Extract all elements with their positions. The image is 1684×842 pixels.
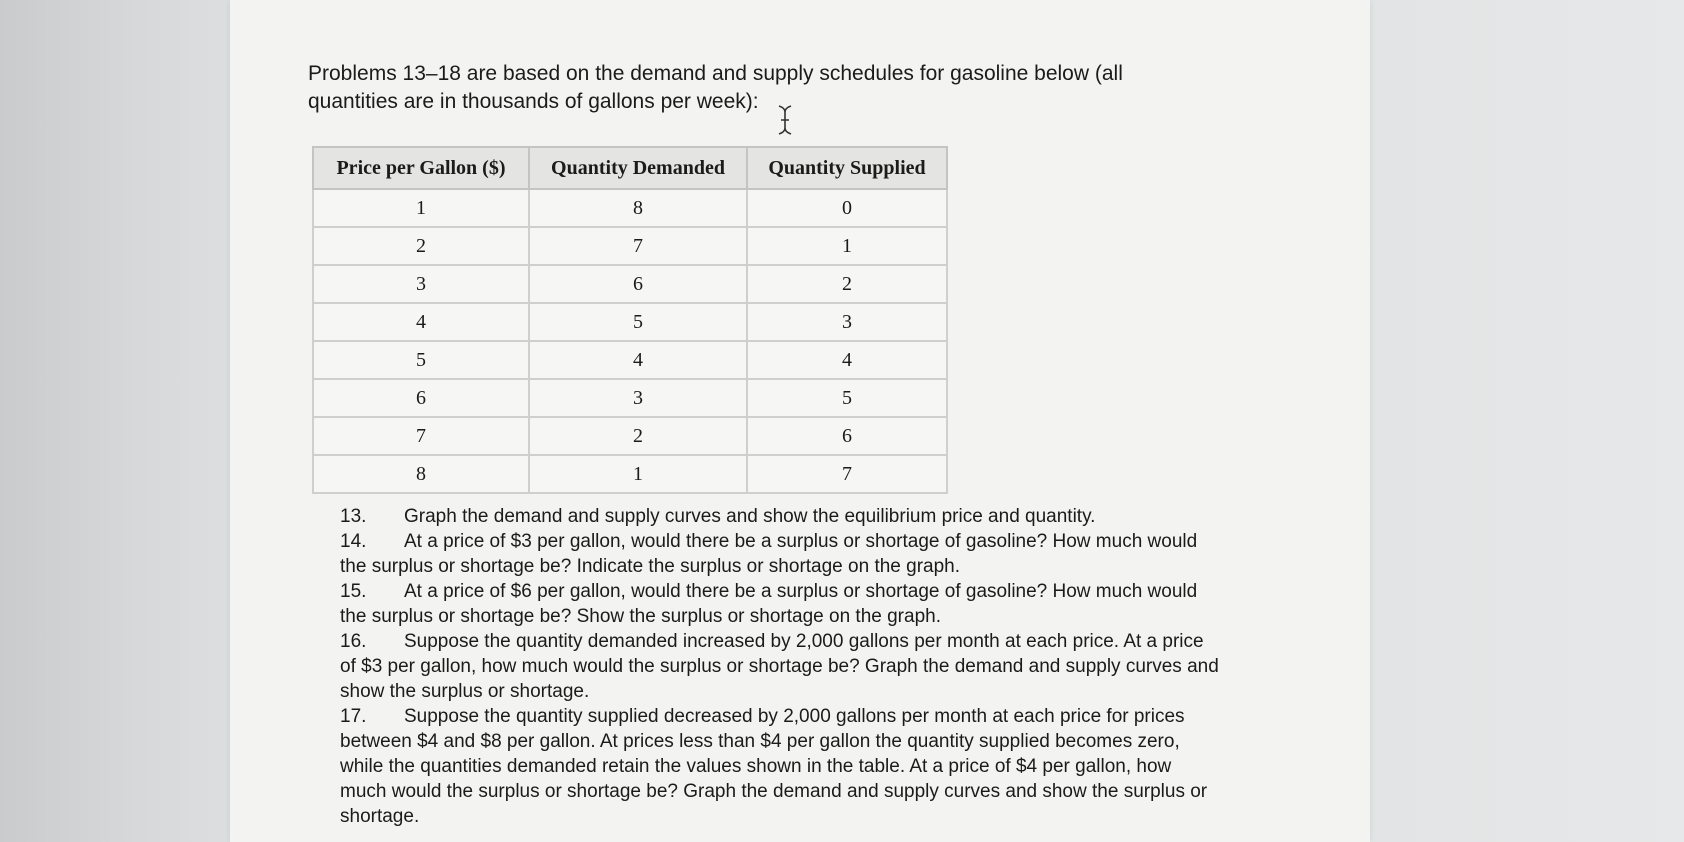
cell-supplied: 5: [747, 379, 947, 417]
cell-price: 8: [313, 455, 529, 493]
cell-supplied: 7: [747, 455, 947, 493]
screen-background-right: [1370, 0, 1684, 842]
cell-supplied: 0: [747, 189, 947, 227]
problem-list: [340, 504, 1220, 829]
cell-demanded: 2: [529, 417, 747, 455]
intro-paragraph: [308, 60, 1208, 116]
problem-item: [340, 579, 1220, 629]
cell-demanded: 8: [529, 189, 747, 227]
header-quantity-supplied: Quantity Supplied: [747, 147, 947, 189]
problem-number: 13.: [340, 506, 367, 527]
cell-supplied: 3: [747, 303, 947, 341]
cell-demanded: 1: [529, 455, 747, 493]
problem-item: [340, 504, 1220, 529]
problem-text: Graph the demand and supply curves and show the equilibrium price and quantity.: [404, 506, 1096, 527]
problem-text: Suppose the quantity demanded increased by 2,000 gallons per month at each price. At a price of $3 per gallon, how much would the surplus or shortage be? Graph the demand and supply curves and show the surplus or shortage.: [340, 631, 1219, 702]
cell-demanded: 5: [529, 303, 747, 341]
table-header-row: [313, 147, 947, 189]
problem-text: At a price of $6 per gallon, would there be a surplus or shortage of gasoline? How much would the surplus or shortage be? Show the surplus or shortage on the graph.: [340, 581, 1198, 627]
header-quantity-demanded: Quantity Demanded: [529, 147, 747, 189]
table-row: [313, 417, 947, 455]
table-row: [313, 379, 947, 417]
problem-number: 16.: [340, 631, 367, 652]
cell-supplied: 1: [747, 227, 947, 265]
problem-text: Suppose the quantity supplied decreased by 2,000 gallons per month at each price for prices between $4 and $8 per gallon. At prices less than $4 per gallon the quantity supplied becomes zero, while the quantities demanded retain the values shown in the table. At a price of $4 per gallon, how much would the surplus or shortage be? Graph the demand and supply curves and show the surplus or shortage.: [340, 706, 1208, 827]
cell-supplied: 4: [747, 341, 947, 379]
intro-line-2: quantities are in thousands of gallons per week):: [308, 90, 759, 113]
problem-number: 14.: [340, 531, 367, 552]
table-row: [313, 455, 947, 493]
table-row: [313, 227, 947, 265]
cell-price: 4: [313, 303, 529, 341]
cell-demanded: 3: [529, 379, 747, 417]
cell-price: 5: [313, 341, 529, 379]
cell-price: 2: [313, 227, 529, 265]
problem-text: At a price of $3 per gallon, would there be a surplus or shortage of gasoline? How much would the surplus or shortage be? Indicate the surplus or shortage on the graph.: [340, 531, 1198, 577]
table-row: [313, 341, 947, 379]
cell-price: 6: [313, 379, 529, 417]
cell-price: 7: [313, 417, 529, 455]
header-price: Price per Gallon ($): [313, 147, 529, 189]
screen-background-left: [0, 0, 230, 842]
text-cursor-icon: [776, 104, 794, 136]
cell-demanded: 7: [529, 227, 747, 265]
cell-demanded: 4: [529, 341, 747, 379]
cell-demanded: 6: [529, 265, 747, 303]
problem-item: [340, 629, 1220, 704]
problem-item: [340, 529, 1220, 579]
table-row: [313, 265, 947, 303]
problem-number: 15.: [340, 581, 367, 602]
problem-item: [340, 704, 1220, 829]
table-row: [313, 189, 947, 227]
cell-price: 1: [313, 189, 529, 227]
problem-number: 17.: [340, 706, 367, 727]
cell-supplied: 6: [747, 417, 947, 455]
intro-line-1: Problems 13–18 are based on the demand and supply schedules for gasoline below (all: [308, 62, 1123, 85]
supply-demand-table: [312, 146, 948, 494]
cell-supplied: 2: [747, 265, 947, 303]
cell-price: 3: [313, 265, 529, 303]
table-row: [313, 303, 947, 341]
